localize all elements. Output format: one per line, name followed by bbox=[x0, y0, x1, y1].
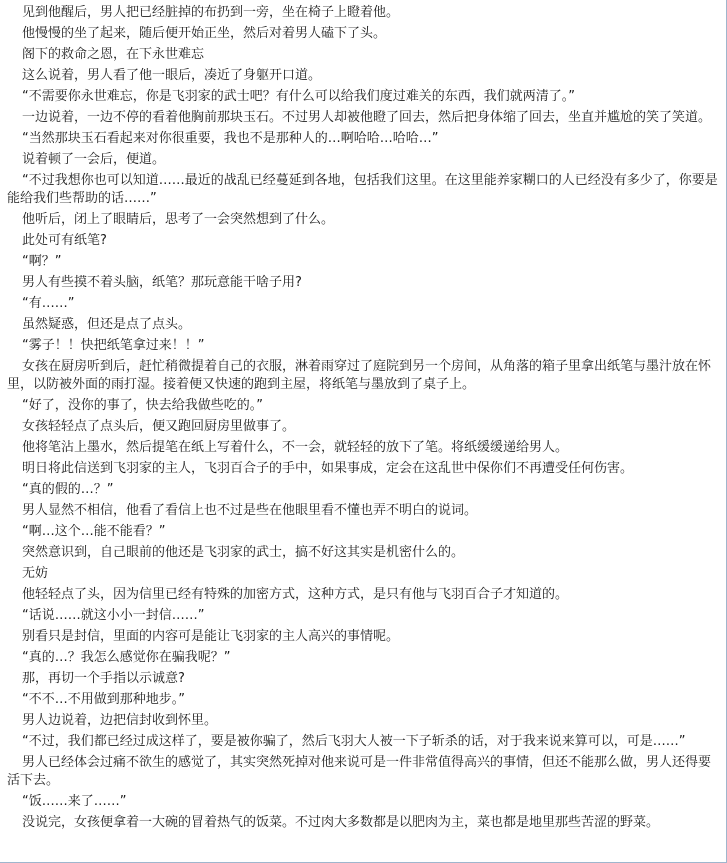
paragraph: 阁下的救命之恩，在下永世难忘 bbox=[22, 47, 205, 62]
paragraph: 他慢慢的坐了起来，随后便开始正坐，然后对着男人磕下了头。 bbox=[22, 26, 387, 41]
story-text bbox=[7, 4, 719, 835]
paragraph: 他听后，闭上了眼睛后，思考了一会突然想到了什么。 bbox=[22, 212, 335, 227]
paragraph: 无妨 bbox=[22, 566, 49, 581]
paragraph: “啊…这个…能不能看？” bbox=[22, 524, 166, 539]
paragraph: 明日将此信送到飞羽家的主人，飞羽百合子的手中，如果事成，定会在这乱世中保你们不再遭受任何伤害。 bbox=[22, 461, 634, 476]
paragraph: “当然那块玉石看起来对你很重要，我也不是那种人的…啊哈哈…哈哈…” bbox=[22, 131, 439, 146]
paragraph: “不过我想你也可以知道……最近的战乱已经蔓延到各地，包括我们这里。在这里能养家糊口的人已经没有多少了，你要是能给我们些帮助的话……” bbox=[7, 173, 718, 206]
paragraph: 此处可有纸笔? bbox=[22, 233, 107, 248]
paragraph: “话说……就这小小一封信……” bbox=[22, 608, 205, 623]
paragraph: “饭……来了……” bbox=[22, 794, 127, 809]
paragraph: 一边说着，一边不停的看着他胸前那块玉石。不过男人却被他瞪了回去，然后把身体缩了回去，坐直并尴尬的笑了笑道。 bbox=[22, 110, 712, 125]
paragraph: 突然意识到，自己眼前的他还是飞羽家的武士，搞不好这其实是机密什么的。 bbox=[22, 545, 465, 560]
paragraph: 别看只是封信，里面的内容可是能让飞羽家的主人高兴的事情呢。 bbox=[22, 629, 400, 644]
paragraph: “真的假的…？” bbox=[22, 482, 114, 497]
paragraph: “好了，没你的事了，快去给我做些吃的。” bbox=[22, 398, 263, 413]
paragraph: “不需要你永世难忘，你是飞羽家的武士吧？有什么可以给我们度过难关的东西，我们就两清了。” bbox=[22, 89, 575, 104]
paragraph: 男人有些摸不着头脑，纸笔？那玩意能干啥子用? bbox=[22, 275, 302, 290]
paragraph: 男人已经体会过痛不欲生的感觉了，其实突然死掉对他来说可是一件非常值得高兴的事情，但还不能那么做，男人还得要活下去。 bbox=[7, 755, 712, 788]
paragraph: 他轻轻点了头，因为信里已经有特殊的加密方式，这种方式，是只有他与飞羽百合子才知道的。 bbox=[22, 587, 569, 602]
paragraph: 男人边说着，边把信封收到怀里。 bbox=[22, 713, 218, 728]
paragraph: 那，再切一个手指以示诚意? bbox=[22, 671, 185, 686]
paragraph: 他将笔沾上墨水，然后提笔在纸上写着什么，不一会，就轻轻的放下了笔。将纸缓缓递给男人。 bbox=[22, 440, 569, 455]
paragraph: “雾子！！快把纸笔拿过来！！” bbox=[22, 338, 205, 353]
paragraph: 见到他醒后，男人把已经脏掉的布扔到一旁，坐在椅子上瞪着他。 bbox=[22, 5, 400, 20]
paragraph: 说着顿了一会后，便道。 bbox=[22, 152, 166, 167]
paragraph: “不不…不用做到那种地步。” bbox=[22, 692, 185, 707]
paragraph: “不过，我们都已经过成这样了，要是被你骗了，然后飞羽大人被一下子斩杀的话，对于我来说来算可以，可是……” bbox=[22, 734, 686, 749]
paragraph: 虽然疑惑，但还是点了点头。 bbox=[22, 317, 192, 332]
paragraph: 这么说着，男人看了他一眼后，凑近了身躯开口道。 bbox=[22, 68, 322, 83]
paragraph: 女孩轻轻点了点头后，便又跑回厨房里做事了。 bbox=[22, 419, 296, 434]
paragraph: “啊？” bbox=[22, 254, 62, 269]
paragraph: “真的…？我怎么感觉你在骗我呢？” bbox=[22, 650, 231, 665]
paragraph: 女孩在厨房听到后，赶忙稍微提着自己的衣服，淋着雨穿过了庭院到另一个房间，从角落的箱子里拿出纸笔与墨汁放在怀里，以防被外面的雨打湿。接着便又快速的跑到主屋，将纸笔与墨放到了桌子上。 bbox=[7, 359, 712, 392]
paragraph: 男人显然不相信，他看了看信上也不过是些在他眼里看不懂也弄不明白的说词。 bbox=[22, 503, 478, 518]
paragraph: 没说完，女孩便拿着一大碗的冒着热气的饭菜。不过肉大多数都是以肥肉为主，菜也都是地里那些苦涩的野菜。 bbox=[22, 815, 660, 830]
paragraph: “有……” bbox=[22, 296, 75, 311]
